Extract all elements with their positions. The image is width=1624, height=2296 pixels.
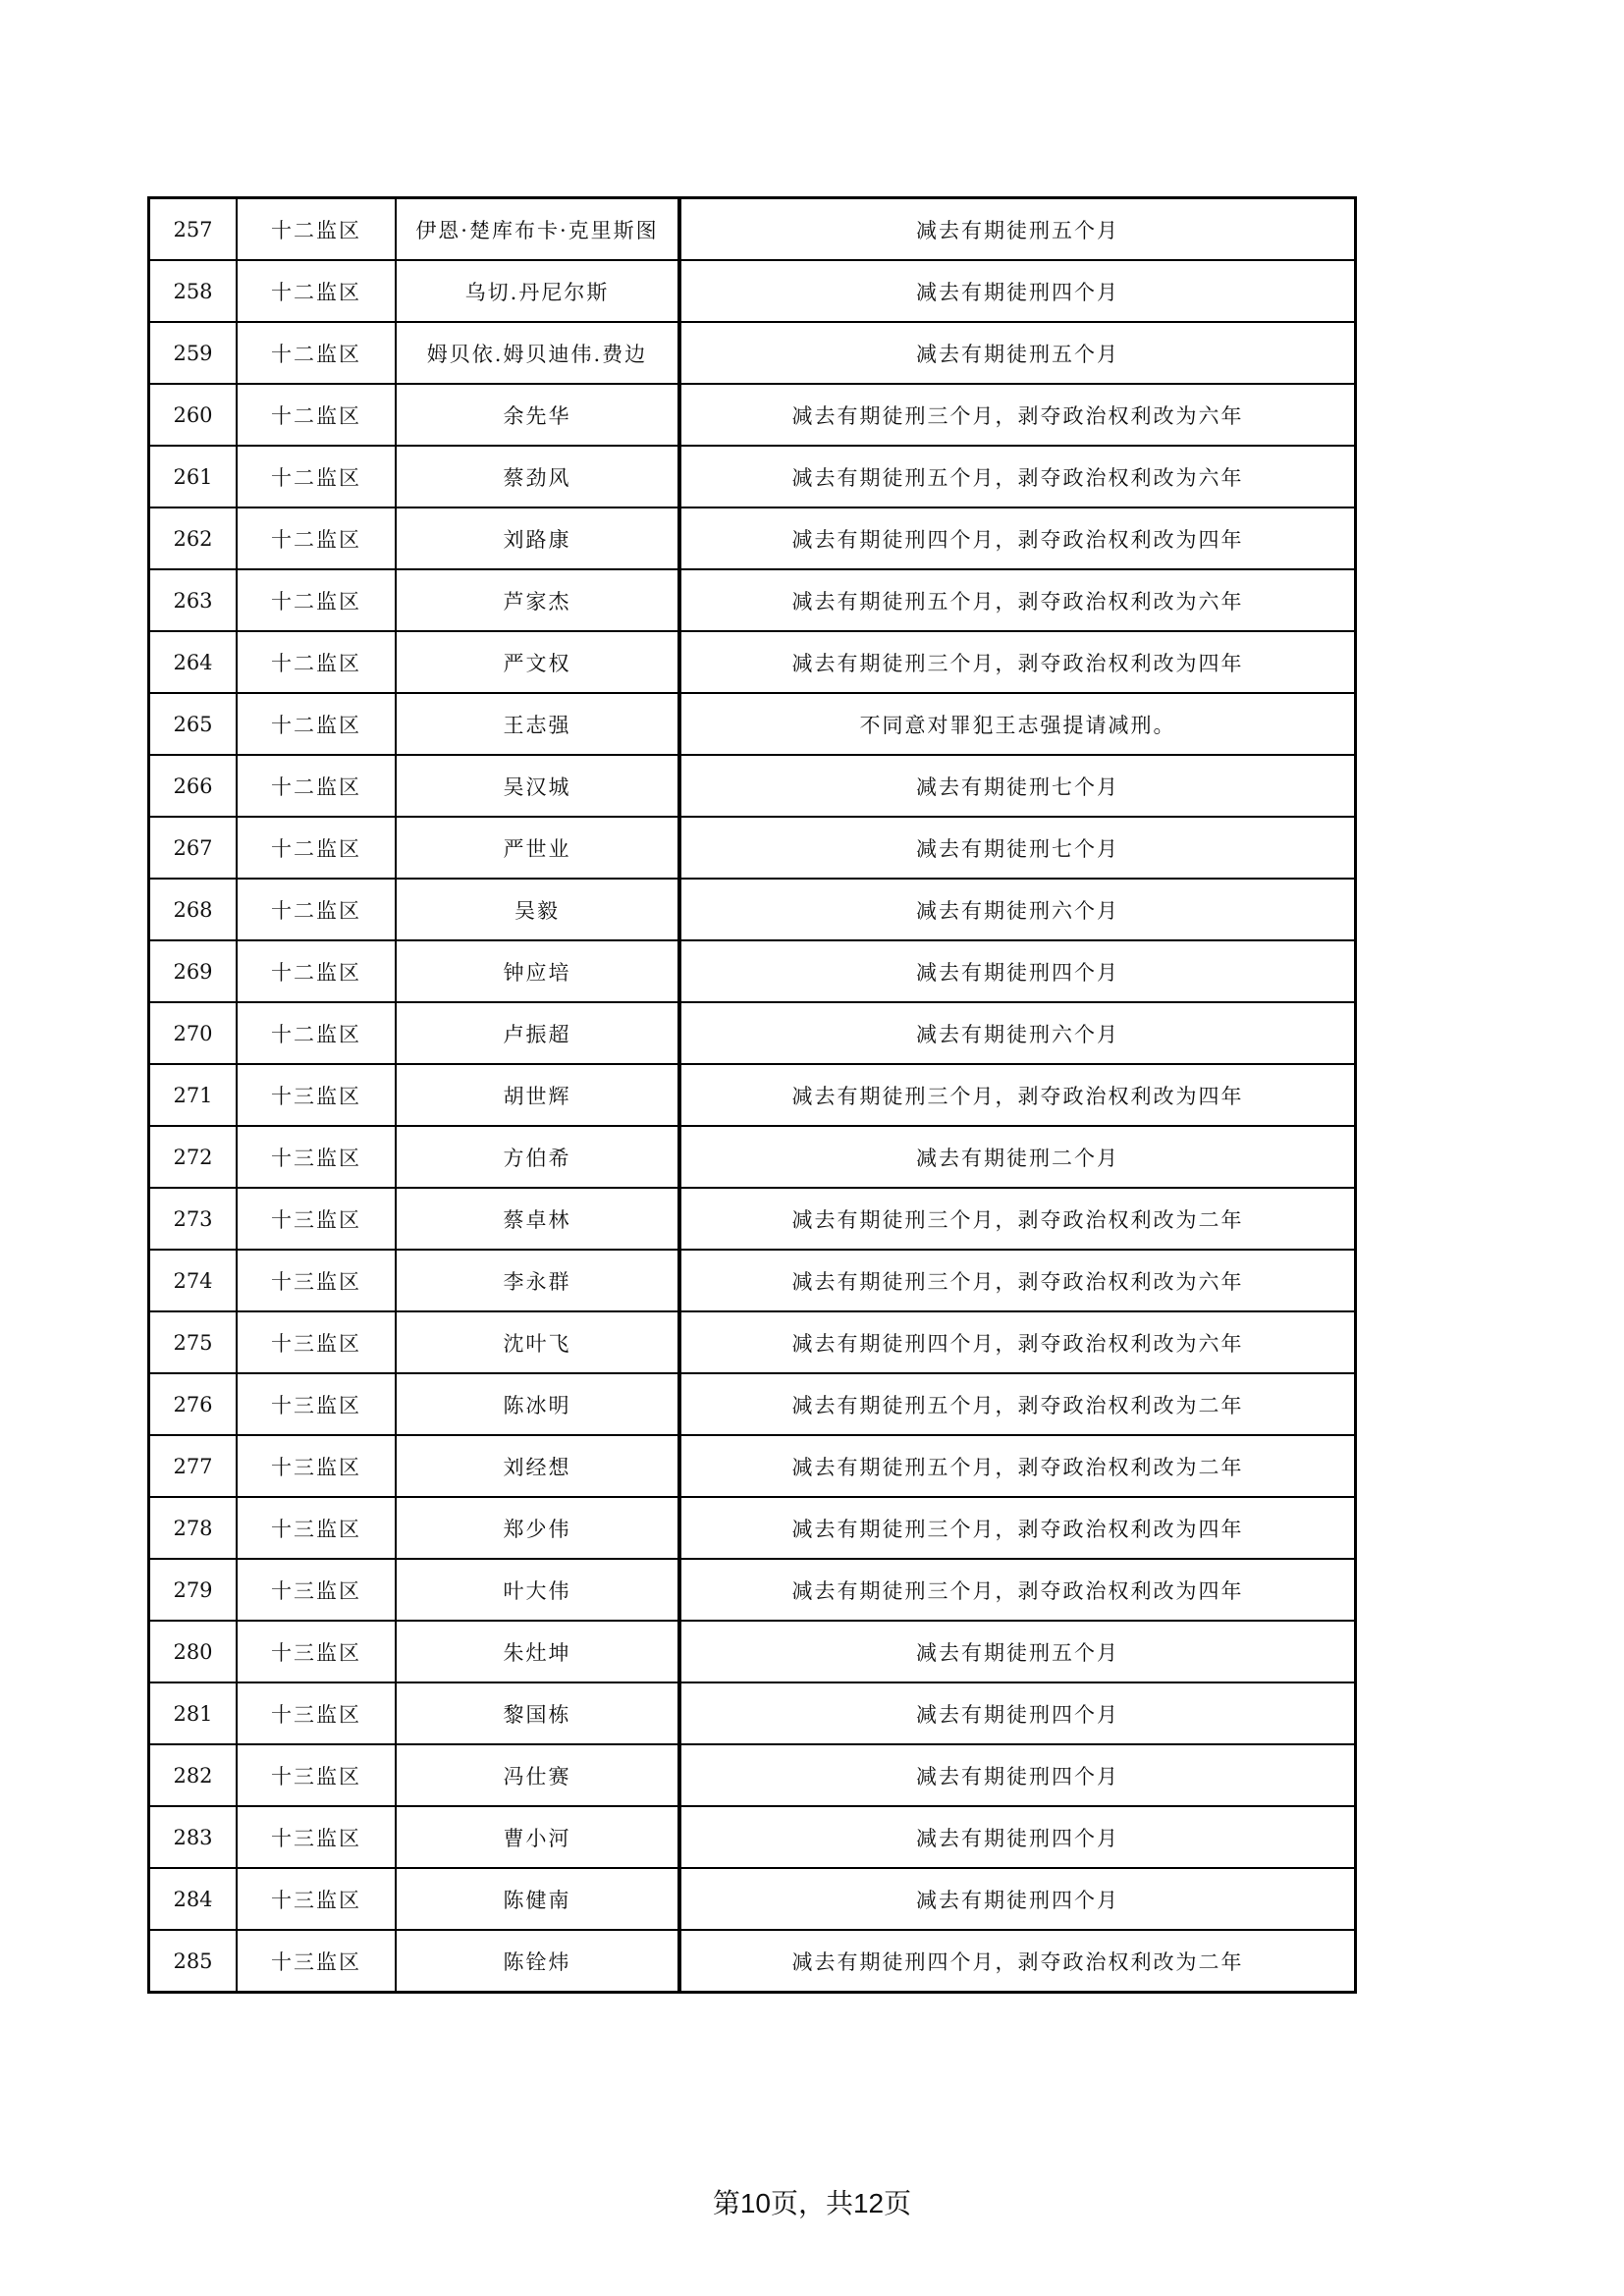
row-number-cell: 280: [149, 1621, 238, 1682]
inmate-name-cell: 郑少伟: [396, 1497, 679, 1559]
table-row: [149, 1930, 1356, 1993]
table-row: [149, 1064, 1356, 1126]
ruling-result-cell: 减去有期徒刑三个月，剥夺政治权利改为四年: [679, 1559, 1356, 1621]
page-footer: [0, 2182, 1624, 2221]
inmate-name-cell: 蔡卓林: [396, 1188, 679, 1250]
ruling-result-cell: 减去有期徒刑五个月: [679, 322, 1356, 384]
ruling-result-cell: 减去有期徒刑七个月: [679, 755, 1356, 817]
inmate-name-cell: 钟应培: [396, 940, 679, 1002]
ruling-result-cell: 减去有期徒刑四个月: [679, 940, 1356, 1002]
inmate-name-cell: 余先华: [396, 384, 679, 446]
inmate-name-cell: 严世业: [396, 817, 679, 879]
table-row: [149, 631, 1356, 693]
table-row: [149, 1497, 1356, 1559]
table-row: [149, 755, 1356, 817]
table-row: [149, 507, 1356, 569]
inmate-name-cell: 蔡劲风: [396, 446, 679, 507]
table-row: [149, 569, 1356, 631]
prison-area-cell: 十三监区: [237, 1126, 396, 1188]
prison-area-cell: 十三监区: [237, 1497, 396, 1559]
table-row: [149, 446, 1356, 507]
inmate-name-cell: 黎国栋: [396, 1682, 679, 1744]
table-row: [149, 1126, 1356, 1188]
inmate-name-cell: 沈叶飞: [396, 1311, 679, 1373]
row-number-cell: 277: [149, 1435, 238, 1497]
row-number-cell: 284: [149, 1868, 238, 1930]
row-number-cell: 267: [149, 817, 238, 879]
table-row: [149, 1682, 1356, 1744]
row-number-cell: 270: [149, 1002, 238, 1064]
ruling-result-cell: 减去有期徒刑四个月，剥夺政治权利改为六年: [679, 1311, 1356, 1373]
records-sheet: [147, 196, 1357, 1994]
inmate-name-cell: 吴毅: [396, 879, 679, 940]
table-row: [149, 1744, 1356, 1806]
inmate-name-cell: 冯仕赛: [396, 1744, 679, 1806]
prison-area-cell: 十二监区: [237, 879, 396, 940]
table-row: [149, 1188, 1356, 1250]
prison-area-cell: 十三监区: [237, 1435, 396, 1497]
row-number-cell: 278: [149, 1497, 238, 1559]
row-number-cell: 271: [149, 1064, 238, 1126]
row-number-cell: 269: [149, 940, 238, 1002]
ruling-result-cell: 减去有期徒刑五个月，剥夺政治权利改为六年: [679, 446, 1356, 507]
inmate-name-cell: 曹小河: [396, 1806, 679, 1868]
prison-area-cell: 十三监区: [237, 1868, 396, 1930]
inmate-name-cell: 芦家杰: [396, 569, 679, 631]
ruling-result-cell: 减去有期徒刑四个月: [679, 260, 1356, 322]
table-row: [149, 198, 1356, 261]
row-number-cell: 266: [149, 755, 238, 817]
inmate-name-cell: 伊恩·楚库布卡·克里斯图: [396, 198, 679, 261]
row-number-cell: 263: [149, 569, 238, 631]
row-number-cell: 258: [149, 260, 238, 322]
ruling-result-cell: 减去有期徒刑三个月，剥夺政治权利改为六年: [679, 1250, 1356, 1311]
inmate-name-cell: 刘路康: [396, 507, 679, 569]
prison-area-cell: 十三监区: [237, 1064, 396, 1126]
ruling-result-cell: 减去有期徒刑五个月，剥夺政治权利改为二年: [679, 1373, 1356, 1435]
ruling-result-cell: 减去有期徒刑四个月: [679, 1806, 1356, 1868]
row-number-cell: 279: [149, 1559, 238, 1621]
table-row: [149, 693, 1356, 755]
prison-area-cell: 十二监区: [237, 507, 396, 569]
table-row: [149, 1559, 1356, 1621]
ruling-result-cell: 减去有期徒刑三个月，剥夺政治权利改为四年: [679, 1064, 1356, 1126]
table-row: [149, 1435, 1356, 1497]
row-number-cell: 282: [149, 1744, 238, 1806]
prison-area-cell: 十二监区: [237, 569, 396, 631]
ruling-result-cell: 减去有期徒刑五个月: [679, 1621, 1356, 1682]
ruling-result-cell: 不同意对罪犯王志强提请减刑。: [679, 693, 1356, 755]
table-row: [149, 1002, 1356, 1064]
ruling-result-cell: 减去有期徒刑四个月: [679, 1868, 1356, 1930]
inmate-name-cell: 胡世辉: [396, 1064, 679, 1126]
row-number-cell: 265: [149, 693, 238, 755]
records-table-body: [149, 198, 1356, 1993]
table-row: [149, 1373, 1356, 1435]
records-table: [147, 196, 1357, 1994]
prison-area-cell: 十三监区: [237, 1373, 396, 1435]
table-row: [149, 1250, 1356, 1311]
inmate-name-cell: 乌切.丹尼尔斯: [396, 260, 679, 322]
row-number-cell: 261: [149, 446, 238, 507]
row-number-cell: 268: [149, 879, 238, 940]
row-number-cell: 272: [149, 1126, 238, 1188]
prison-area-cell: 十三监区: [237, 1806, 396, 1868]
row-number-cell: 276: [149, 1373, 238, 1435]
prison-area-cell: 十二监区: [237, 693, 396, 755]
page-number-label: 第10页，共12页: [712, 2188, 912, 2218]
ruling-result-cell: 减去有期徒刑三个月，剥夺政治权利改为四年: [679, 631, 1356, 693]
prison-area-cell: 十三监区: [237, 1621, 396, 1682]
ruling-result-cell: 减去有期徒刑三个月，剥夺政治权利改为四年: [679, 1497, 1356, 1559]
prison-area-cell: 十三监区: [237, 1250, 396, 1311]
prison-area-cell: 十二监区: [237, 940, 396, 1002]
prison-area-cell: 十二监区: [237, 446, 396, 507]
table-row: [149, 817, 1356, 879]
inmate-name-cell: 刘经想: [396, 1435, 679, 1497]
ruling-result-cell: 减去有期徒刑四个月，剥夺政治权利改为四年: [679, 507, 1356, 569]
row-number-cell: 283: [149, 1806, 238, 1868]
prison-area-cell: 十三监区: [237, 1311, 396, 1373]
table-row: [149, 1621, 1356, 1682]
inmate-name-cell: 姆贝依.姆贝迪伟.费边: [396, 322, 679, 384]
row-number-cell: 257: [149, 198, 238, 261]
ruling-result-cell: 减去有期徒刑四个月，剥夺政治权利改为二年: [679, 1930, 1356, 1993]
row-number-cell: 273: [149, 1188, 238, 1250]
prison-area-cell: 十三监区: [237, 1930, 396, 1993]
row-number-cell: 281: [149, 1682, 238, 1744]
ruling-result-cell: 减去有期徒刑六个月: [679, 1002, 1356, 1064]
inmate-name-cell: 李永群: [396, 1250, 679, 1311]
prison-area-cell: 十二监区: [237, 631, 396, 693]
row-number-cell: 264: [149, 631, 238, 693]
inmate-name-cell: 吴汉城: [396, 755, 679, 817]
table-row: [149, 260, 1356, 322]
inmate-name-cell: 陈健南: [396, 1868, 679, 1930]
ruling-result-cell: 减去有期徒刑三个月，剥夺政治权利改为六年: [679, 384, 1356, 446]
table-row: [149, 879, 1356, 940]
ruling-result-cell: 减去有期徒刑五个月，剥夺政治权利改为二年: [679, 1435, 1356, 1497]
table-row: [149, 1311, 1356, 1373]
prison-area-cell: 十三监区: [237, 1744, 396, 1806]
inmate-name-cell: 王志强: [396, 693, 679, 755]
table-row: [149, 1806, 1356, 1868]
table-row: [149, 940, 1356, 1002]
inmate-name-cell: 卢振超: [396, 1002, 679, 1064]
prison-area-cell: 十二监区: [237, 260, 396, 322]
ruling-result-cell: 减去有期徒刑五个月，剥夺政治权利改为六年: [679, 569, 1356, 631]
prison-area-cell: 十二监区: [237, 1002, 396, 1064]
prison-area-cell: 十二监区: [237, 817, 396, 879]
inmate-name-cell: 严文权: [396, 631, 679, 693]
inmate-name-cell: 陈冰明: [396, 1373, 679, 1435]
row-number-cell: 260: [149, 384, 238, 446]
inmate-name-cell: 朱灶坤: [396, 1621, 679, 1682]
ruling-result-cell: 减去有期徒刑二个月: [679, 1126, 1356, 1188]
prison-area-cell: 十二监区: [237, 322, 396, 384]
table-row: [149, 384, 1356, 446]
prison-area-cell: 十二监区: [237, 384, 396, 446]
inmate-name-cell: 方伯希: [396, 1126, 679, 1188]
table-row: [149, 322, 1356, 384]
prison-area-cell: 十三监区: [237, 1188, 396, 1250]
ruling-result-cell: 减去有期徒刑四个月: [679, 1744, 1356, 1806]
table-row: [149, 1868, 1356, 1930]
row-number-cell: 262: [149, 507, 238, 569]
row-number-cell: 285: [149, 1930, 238, 1993]
row-number-cell: 259: [149, 322, 238, 384]
row-number-cell: 274: [149, 1250, 238, 1311]
prison-area-cell: 十三监区: [237, 1682, 396, 1744]
inmate-name-cell: 陈铨炜: [396, 1930, 679, 1993]
ruling-result-cell: 减去有期徒刑三个月，剥夺政治权利改为二年: [679, 1188, 1356, 1250]
ruling-result-cell: 减去有期徒刑四个月: [679, 1682, 1356, 1744]
prison-area-cell: 十三监区: [237, 1559, 396, 1621]
ruling-result-cell: 减去有期徒刑七个月: [679, 817, 1356, 879]
prison-area-cell: 十二监区: [237, 755, 396, 817]
prison-area-cell: 十二监区: [237, 198, 396, 261]
inmate-name-cell: 叶大伟: [396, 1559, 679, 1621]
ruling-result-cell: 减去有期徒刑六个月: [679, 879, 1356, 940]
ruling-result-cell: 减去有期徒刑五个月: [679, 198, 1356, 261]
row-number-cell: 275: [149, 1311, 238, 1373]
